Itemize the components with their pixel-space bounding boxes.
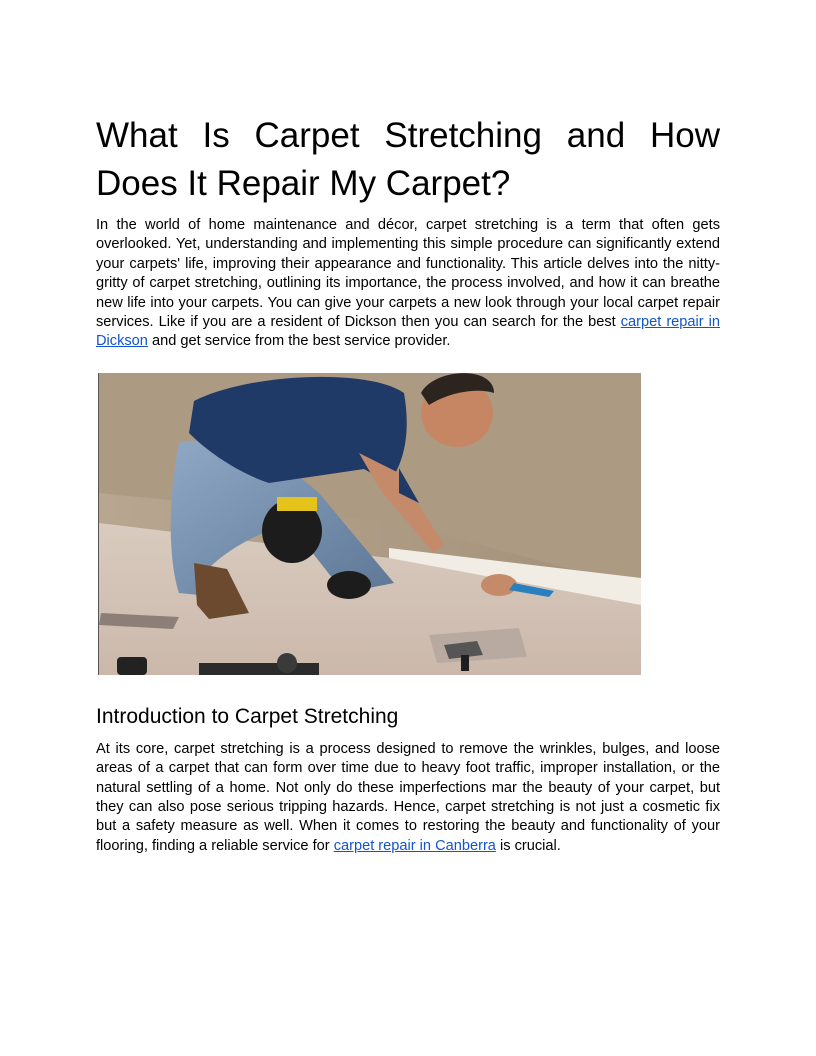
section-text-end: is crucial.	[495, 837, 561, 854]
dickson-link[interactable]: carpet repair in Dickson	[96, 314, 721, 350]
section-paragraph	[96, 740, 720, 856]
carpet-stretching-photo	[98, 373, 641, 675]
article-title: What Is Carpet Stretching and How Does It Repair My Carpet?	[96, 116, 720, 203]
section-heading: Introduction to Carpet Stretching	[96, 704, 399, 728]
section-text: At its core, carpet stretching is a process designed to remove the wrinkles, bulges, and loose areas of a carpet that can form over time due to heavy foot traffic, improper installation, or the natural settling of a home. Not only do these imperfections mar the beauty of your carpet, but they can also pose serious tripping hazards. Hence, carpet stretching is not just a cosmetic fix but a safety measure as well. When it comes to restoring the beauty and functionality of your flooring, finding a reliable service for	[96, 740, 720, 854]
photo-illustration	[99, 373, 641, 675]
intro-text: In the world of home maintenance and décor, carpet stretching is a term that often gets overlooked. Yet, understanding and implementing this simple procedure can significantly extend your carpets' life, improving their appearance and functionality. This article delves into the nitty-gritty of carpet stretching, outlining its importance, the process involved, and how it can breathe new life into your carpets. You can give your carpets a new look through your local carpet repair services. Like if you are a resident of Dickson then you can search for the best	[96, 217, 720, 331]
intro-paragraph	[96, 216, 720, 352]
canberra-link[interactable]: carpet repair in Canberra	[333, 837, 496, 854]
intro-text-end: and get service from the best service provider.	[147, 333, 451, 350]
document-page	[96, 112, 720, 856]
